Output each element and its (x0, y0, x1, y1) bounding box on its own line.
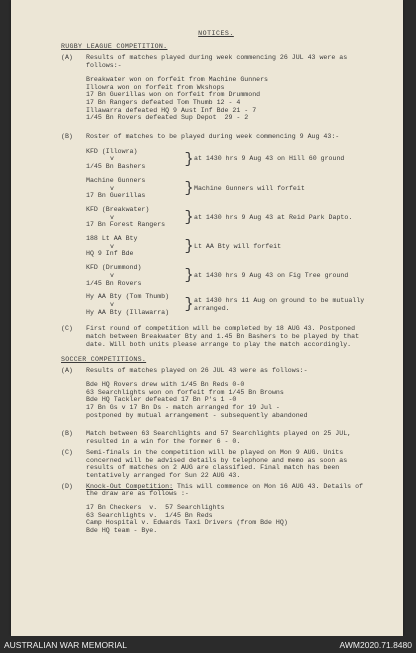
brace-icon: } (184, 150, 194, 168)
list-item: 17 Bn Gs v 17 Bn Ds - match arranged for 19 Jul - (86, 404, 280, 412)
brace-icon: } (184, 209, 194, 226)
para-label: (A) (61, 367, 73, 375)
list-item: 17 Bn Guerillas won on forfeit from Drummond (86, 91, 261, 99)
list-item: 63 Searchlights won on forfeit from 1/45 Bn Browns (86, 388, 284, 396)
away-team: 17 Bn Forest Rangers (86, 221, 166, 229)
para-text: Semi-finals in the competition will be played on Mon 9 AUG. Units concerned will be advised details by telephone and memo as soon as results of matches on 2 AUG are classified. Final match has been tentatively arranged for Sun 22 AUG 43. (86, 448, 348, 479)
home-team: KFD (Illowra) (86, 147, 138, 155)
home-team: Hy AA Bty (Tom Thumb) (86, 293, 170, 301)
list-item: Illowra won on forfeit from Wkshops (86, 83, 225, 91)
list-item: 1/45 Bn Rovers defeated Sup Depot 29 - 2 (86, 114, 249, 122)
brace-icon: } (184, 238, 194, 256)
list-item: Camp Hospital v. Edwards Taxi Drivers (from Bde HQ) (86, 519, 288, 527)
para-label: (C) (61, 325, 73, 333)
rugby-para-a (61, 54, 371, 130)
footer-institution: AUSTRALIAN WAR MEMORIAL (4, 639, 127, 650)
soccer-para-d (61, 483, 371, 543)
list-item: 17 Bn Checkers v. 57 Searchlights (86, 504, 225, 512)
para-text: Roster of matches to be played during week commencing 9 Aug 43:- (86, 133, 340, 141)
para-text: First round of competition will be completed by 18 AUG 43. Postponed match between Breakwater Bty and 1.45 Bn Bashers to be played by that date. Will both units please arrange to play the match accordingly. (86, 325, 360, 348)
versus: v (110, 184, 114, 192)
para-label: (D) (61, 482, 73, 490)
page-title: NOTICES. (198, 30, 234, 37)
para-text: Match between 63 Searchlights and 57 Searchlights played on 25 JUL, resulted in a win for the former 6 - 0. (86, 430, 352, 446)
para-label: (B) (61, 430, 73, 438)
brace-icon: } (184, 296, 194, 314)
soccer-heading: SOCCER COMPETITIONS. (61, 355, 147, 363)
home-team: KFD (Breakwater) (86, 205, 150, 213)
brace-icon: } (184, 267, 194, 285)
list-item: Breakwater won on forfeit from Machine Gunners (86, 75, 269, 83)
list-item: Illawarra defeated HQ 9 Aust Inf Bde 21 - 7 (86, 106, 257, 114)
knockout-heading: Knock-Out Competition: (86, 482, 174, 490)
fixture (86, 206, 371, 229)
para-label: (A) (61, 54, 73, 62)
away-team: HQ 9 Inf Bde (86, 250, 134, 258)
versus: v (110, 300, 114, 308)
versus: v (110, 242, 114, 250)
rugby-results-list (86, 76, 371, 122)
fixture (86, 235, 371, 258)
fixture (86, 293, 371, 316)
fixture (86, 264, 371, 287)
list-item: 63 Searchlights v. 1/45 Bn Reds (86, 511, 213, 519)
fixture-note: Lt AA Bty will forfeit (194, 242, 282, 250)
fixture-note: at 1430 hrs 9 Aug 43 on Fig Tree ground (194, 271, 349, 279)
archive-footer (0, 636, 416, 653)
para-label: (C) (61, 448, 73, 456)
para-label: (B) (61, 133, 73, 141)
list-item: Bde HQ Rovers drew with 1/45 Bn Reds 0-0 (86, 380, 245, 388)
para-text: Results of matches played on 26 JUL 43 were as follows:- (86, 367, 308, 375)
home-team: 188 Lt AA Bty (86, 235, 138, 243)
versus: v (110, 271, 114, 279)
rugby-para-c (61, 325, 371, 348)
list-item: 17 Bn Rangers defeated Tom Thumb 12 - 4 (86, 98, 241, 106)
para-text (86, 483, 371, 498)
fixture (86, 177, 371, 200)
para-text: Results of matches played during week commencing 26 JUL 43 were as follows:- (86, 54, 348, 70)
knockout-text: This will commence on Mon 16 AUG 43. Details of the draw are as follows :- (86, 482, 363, 498)
fixture-note: at 1430 hrs 9 Aug 43 at Reid Park Dapto. (194, 213, 353, 221)
list-item: postponed by mutual arrangement - subsequently abandoned (86, 411, 308, 419)
draw-list (86, 504, 371, 535)
versus: v (110, 155, 114, 163)
versus: v (110, 213, 114, 221)
home-team: Machine Gunners (86, 176, 146, 184)
rugby-heading: RUGBY LEAGUE COMPETITION. (61, 42, 168, 50)
away-team: 1/45 Bn Rovers (86, 279, 142, 287)
home-team: KFD (Drummond) (86, 264, 142, 272)
soccer-para-b (61, 430, 371, 445)
away-team: 17 Bn Guerillas (86, 192, 146, 200)
soccer-para-a (61, 367, 371, 427)
footer-accession-number: AWM2020.71.8480 (339, 639, 412, 650)
list-item: Bde HQ team - Bye. (86, 527, 158, 535)
away-team: 1/45 Bn Bashers (86, 163, 146, 171)
notices-document (61, 30, 371, 543)
list-item: Bde HQ Tackler defeated 17 Bn P's 1 -0 (86, 396, 237, 404)
rugby-para-b (61, 133, 371, 322)
soccer-results-list (86, 381, 371, 420)
fixture-note: at 1430 hrs 11 Aug on ground to be mutually arranged. (194, 297, 365, 312)
document-page (11, 0, 403, 636)
fixture (86, 148, 371, 171)
brace-icon: } (184, 179, 194, 197)
soccer-para-c (61, 449, 371, 480)
fixture-note: at 1430 hrs 9 Aug 43 on Hill 60 ground (194, 155, 345, 163)
fixture-note: Machine Gunners will forfeit (194, 184, 305, 192)
away-team: Hy AA Bty (Illawarra) (86, 308, 170, 316)
